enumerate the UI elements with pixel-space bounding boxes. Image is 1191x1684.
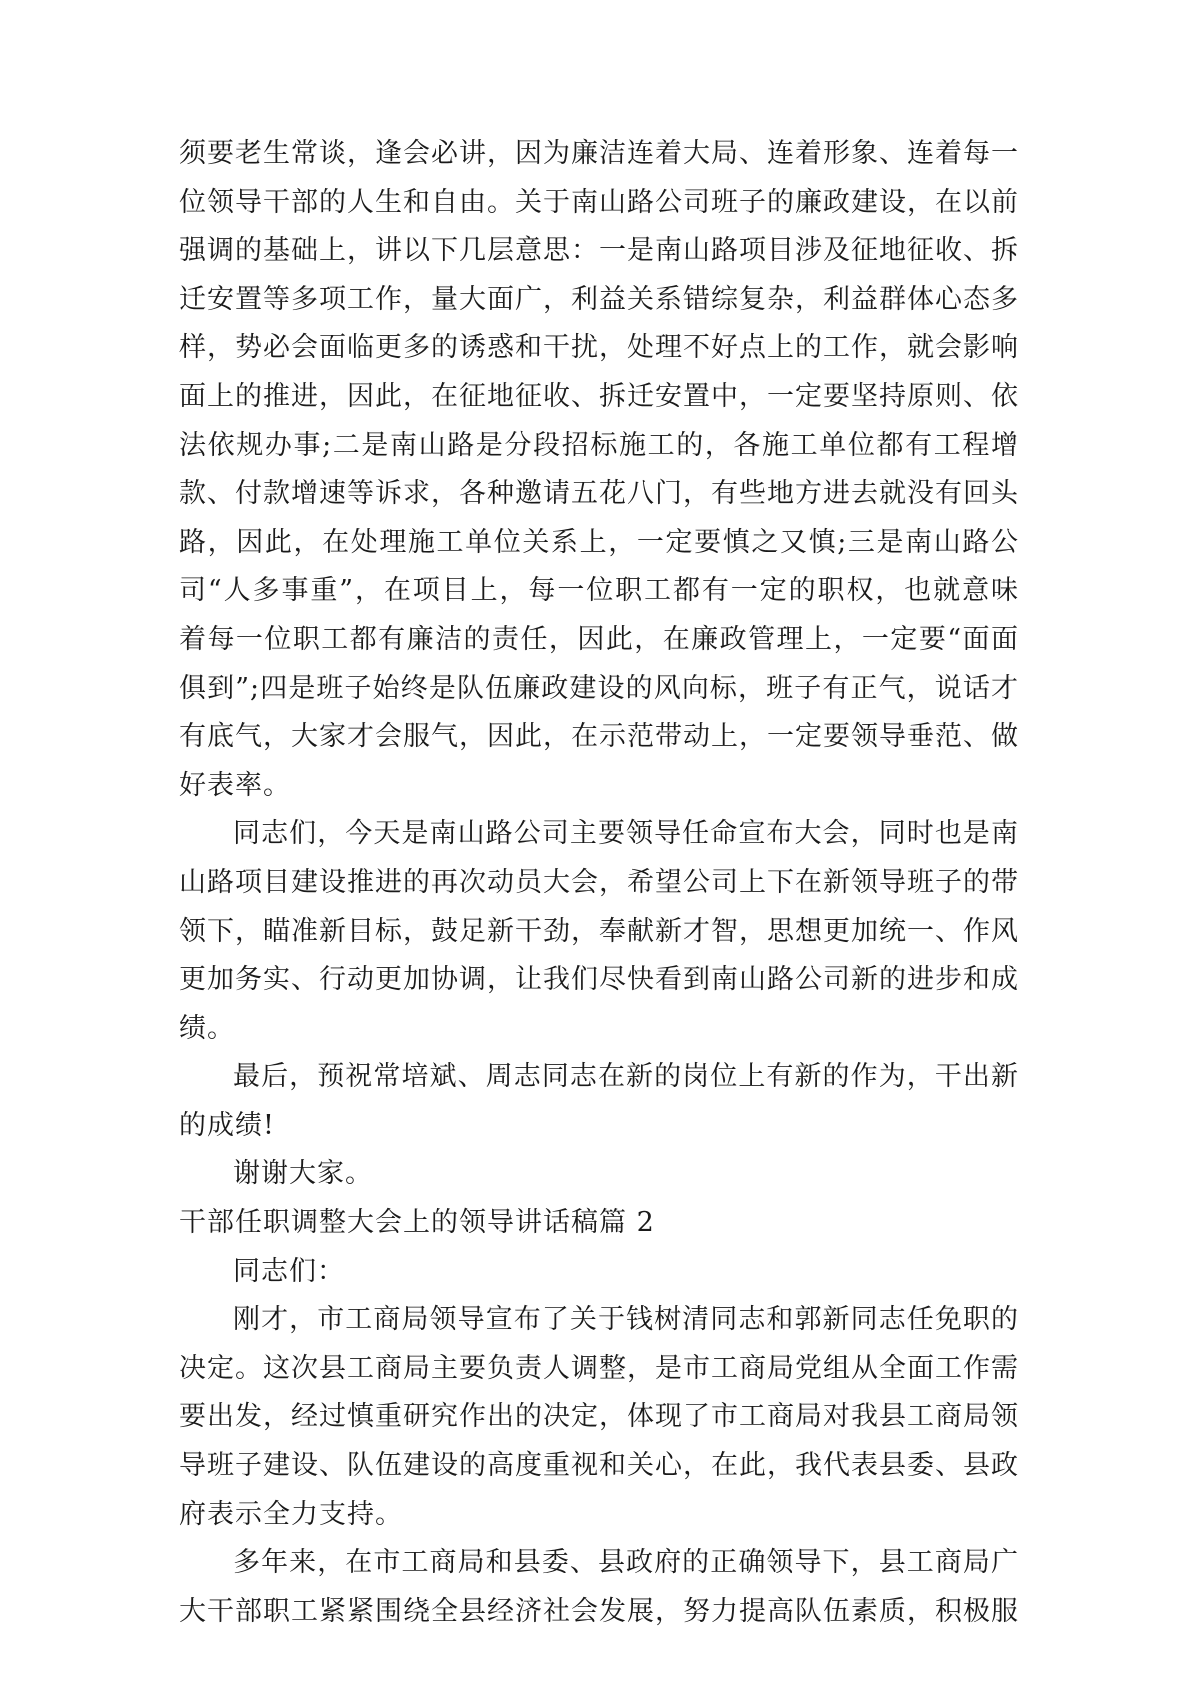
paragraph-achievements: 多年来，在市工商局和县委、县政府的正确领导下，县工商局广大干部职工紧紧围绕全县经济社会发展，努力提高队伍素质，积极服 (179, 1547, 1019, 1627)
paragraph-mobilization: 同志们，今天是南山路公司主要领导任命宣布大会，同时也是南山路项目建设推进的再次动员大会，希望公司上下在新领导班子的带领下，瞄准新目标，鼓足新干劲，奉献新才智，思想更加统一、作风更加务实、行动更加协调，让我们尽快看到南山路公司新的进步和成绩。 (179, 818, 1019, 1044)
document-body (179, 130, 1019, 1636)
section-heading: 干部任职调整大会上的领导讲话稿篇 2 (179, 1207, 655, 1239)
paragraph-appointment-decision: 刚才，市工商局领导宣布了关于钱树清同志和郭新同志任免职的决定。这次县工商局主要负责人调整，是市工商局党组从全面工作需要出发，经过慎重研究作出的决定，体现了市工商局对我县工商局领导班子建设、队伍建设的高度重视和关心，在此，我代表县委、县政府表示全力支持。 (179, 1304, 1019, 1530)
paragraph-wishes: 最后，预祝常培斌、周志同志在新的岗位上有新的作为，干出新的成绩! (179, 1061, 1019, 1141)
paragraph-integrity-points: 须要老生常谈，逢会必讲，因为廉洁连着大局、连着形象、连着每一位领导干部的人生和自由。关于南山路公司班子的廉政建设，在以前强调的基础上，讲以下几层意思：一是南山路项目涉及征地征收、拆迁安置等多项工作，量大面广，利益关系错综复杂，利益群体心态多样，势必会面临更多的诱惑和干扰，处理不好点上的工作，就会影响面上的推进，因此，在征地征收、拆迁安置中，一定要坚持原则、依法依规办事;二是南山路是分段招标施工的，各施工单位都有工程增款、付款增速等诉求，各种邀请五花八门，有些地方进去就没有回头路，因此，在处理施工单位关系上，一定要慎之又慎;三是南山路公司“人多事重”，在项目上，每一位职工都有一定的职权，也就意味着每一位职工都有廉洁的责任，因此，在廉政管理上，一定要“面面俱到”;四是班子始终是队伍廉政建设的风向标，班子有正气，说话才有底气，大家才会服气，因此，在示范带动上，一定要领导垂范、做好表率。 (179, 138, 1019, 801)
paragraph-thanks: 谢谢大家。 (233, 1158, 373, 1190)
paragraph-salutation: 同志们： (233, 1255, 345, 1287)
